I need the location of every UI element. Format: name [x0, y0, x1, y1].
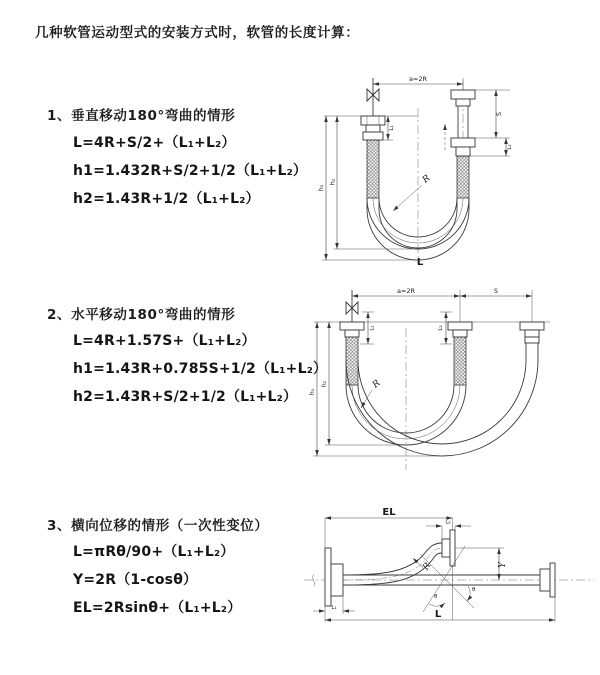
label-L1: L₁ [369, 325, 376, 331]
label-L1: L₁ [331, 605, 337, 611]
label-h1: h₁ [308, 388, 316, 396]
section-1-formula-L: L=4R+S/2+（L₁+L₂） [73, 135, 236, 151]
section-3-formula-Y: Y=2R（1-cosθ） [73, 572, 198, 588]
section-3-formula-L: L=πRθ/90+（L₁+L₂） [73, 544, 235, 560]
dim-L2 [426, 520, 471, 540]
section-3-heading: 3、横向位移的情形（一次性变位） [47, 518, 269, 534]
label-L: L [434, 609, 442, 620]
pipe-break-symbol [313, 574, 315, 586]
diagram-vertical-180-bend [318, 68, 590, 266]
label-theta: θ [472, 587, 476, 593]
section-1-formula-h1: h1=1.432R+S/2+1/2（L₁+L₂） [73, 163, 308, 179]
label-a2R: a=2R [408, 75, 428, 83]
radius-callout [361, 378, 383, 408]
braided-hose-left [367, 140, 379, 198]
fixed-end-fitting [361, 116, 385, 198]
label-EL: EL [382, 507, 396, 518]
section-2-formula-h2: h2=1.43R+S/2+1/2（L₁+L₂） [73, 389, 298, 405]
section-1-heading: 1、垂直移动180°弯曲的情形 [47, 108, 236, 124]
dim-L1 [313, 596, 355, 614]
dim-EL [325, 507, 453, 548]
moving-end-fitting [451, 90, 475, 198]
label-R: R [421, 561, 434, 573]
dim-L2 [470, 138, 513, 156]
label-a2R: a=2R [396, 287, 416, 295]
radius-callout [413, 558, 434, 573]
dim-a2R [352, 287, 460, 296]
label-h1: h₁ [317, 184, 325, 192]
label-S: S [493, 287, 499, 295]
right-flange [540, 563, 555, 597]
left-flange [325, 548, 343, 606]
section-2-formula-L: L=4R+1.57S+（L₁+L₂） [73, 333, 256, 349]
dim-S [460, 287, 532, 296]
label-L2: L₂ [507, 144, 513, 150]
moving-end-fitting-pos1 [448, 322, 472, 385]
label-theta: θ [434, 594, 438, 600]
label-L2: L₂ [438, 325, 444, 331]
label-L: L [416, 257, 424, 268]
label-L2: L₂ [445, 519, 451, 526]
section-2-heading: 2、水平移动180°弯曲的情形 [47, 307, 236, 323]
diagram-horizontal-180-bend [310, 282, 598, 474]
hose-bend-pos2 [346, 343, 538, 456]
fixed-end-fitting [340, 322, 364, 385]
label-L1: L₁ [389, 125, 395, 131]
label-R: R [370, 378, 383, 391]
label-S: S [495, 111, 503, 117]
diagram-lateral-displacement [298, 502, 600, 652]
label-h2: h₂ [320, 380, 328, 388]
dim-a2R [373, 75, 463, 90]
section-3-formula-EL: EL=2Rsinθ+（L₁+L₂） [73, 600, 242, 616]
braided-hose-middle [454, 337, 466, 385]
label-Y: Y [498, 562, 508, 568]
dim-L [325, 597, 555, 622]
label-R: R [420, 173, 433, 186]
dim-S [475, 90, 510, 138]
page-title: 几种软管运动型式的安装方式时，软管的长度计算： [35, 25, 360, 41]
moving-end-fitting-pos2 [520, 322, 544, 343]
label-h2: h₂ [328, 178, 337, 186]
braided-hose-right [457, 156, 469, 198]
radius-callout [393, 173, 433, 211]
section-1-formula-h2: h2=1.43R+1/2（L₁+L₂） [73, 191, 260, 207]
section-2-formula-h1: h1=1.43R+0.785S+1/2（L₁+L₂） [73, 361, 328, 377]
upper-flange [442, 530, 455, 566]
